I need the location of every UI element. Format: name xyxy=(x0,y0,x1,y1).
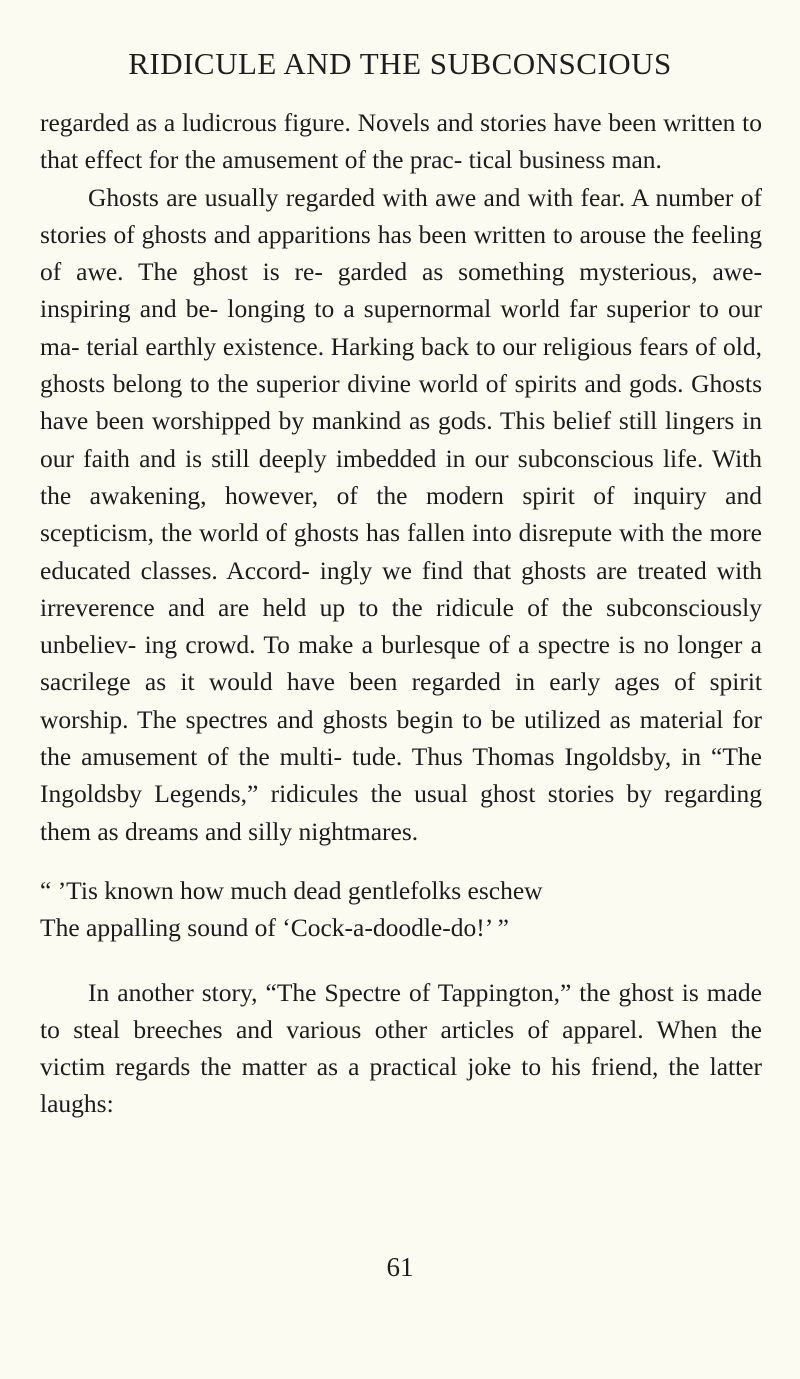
paragraph-ghosts: Ghosts are usually regarded with awe and with fear. A number of stories of ghosts and apparitions has been written to arouse the feeling of awe. The ghost is re- garded as something mysterious, awe-inspiring and be- longing to a supernormal world far superior to our ma- terial earthly existence. Harking back to our religious fears of old, ghosts belong to the superior divine world of spirits and gods. Ghosts have been worshipped by mankind as gods. This belief still lingers in our faith and is still deeply imbedded in our subconscious life. With the awakening, however, of the modern spirit of inquiry and scepticism, the world of ghosts has fallen into disrepute with the more educated classes. Accord- ingly we find that ghosts are treated with irreverence and are held up to the ridicule of the subconsciously unbeliev- ing crowd. To make a burlesque of a spectre is no longer a sacrilege as it would have been regarded in early ages of spirit worship. The spectres and ghosts begin to be utilized as material for the amusement of the multi- tude. Thus Thomas Ingoldsby, in “The Ingoldsby Legends,” ridicules the usual ghost stories by regarding them as dreams and silly nightmares. xyxy=(40,182,762,846)
paragraph-continued: regarded as a ludicrous figure. Novels and stories have been written to that effect for the amusement of the prac- tical business man. xyxy=(40,108,762,175)
verse-line-1: “ ’Tis known how much dead gentlefolks eschew xyxy=(40,875,543,905)
running-head: RIDICULE AND THE SUBCONSCIOUS xyxy=(128,46,672,81)
page-number: 61 xyxy=(386,1252,414,1282)
page-body xyxy=(40,104,762,1123)
verse-line-2: The appalling sound of ‘Cock-a-doodle-do!’ ” xyxy=(40,913,509,943)
paragraph-tappington: In another story, “The Spectre of Tappington,” the ghost is made to steal breeches and various other articles of apparel. When the victim regards the matter as a practical joke to his friend, the latter laughs: xyxy=(40,977,762,1119)
verse-quotation xyxy=(40,872,762,947)
